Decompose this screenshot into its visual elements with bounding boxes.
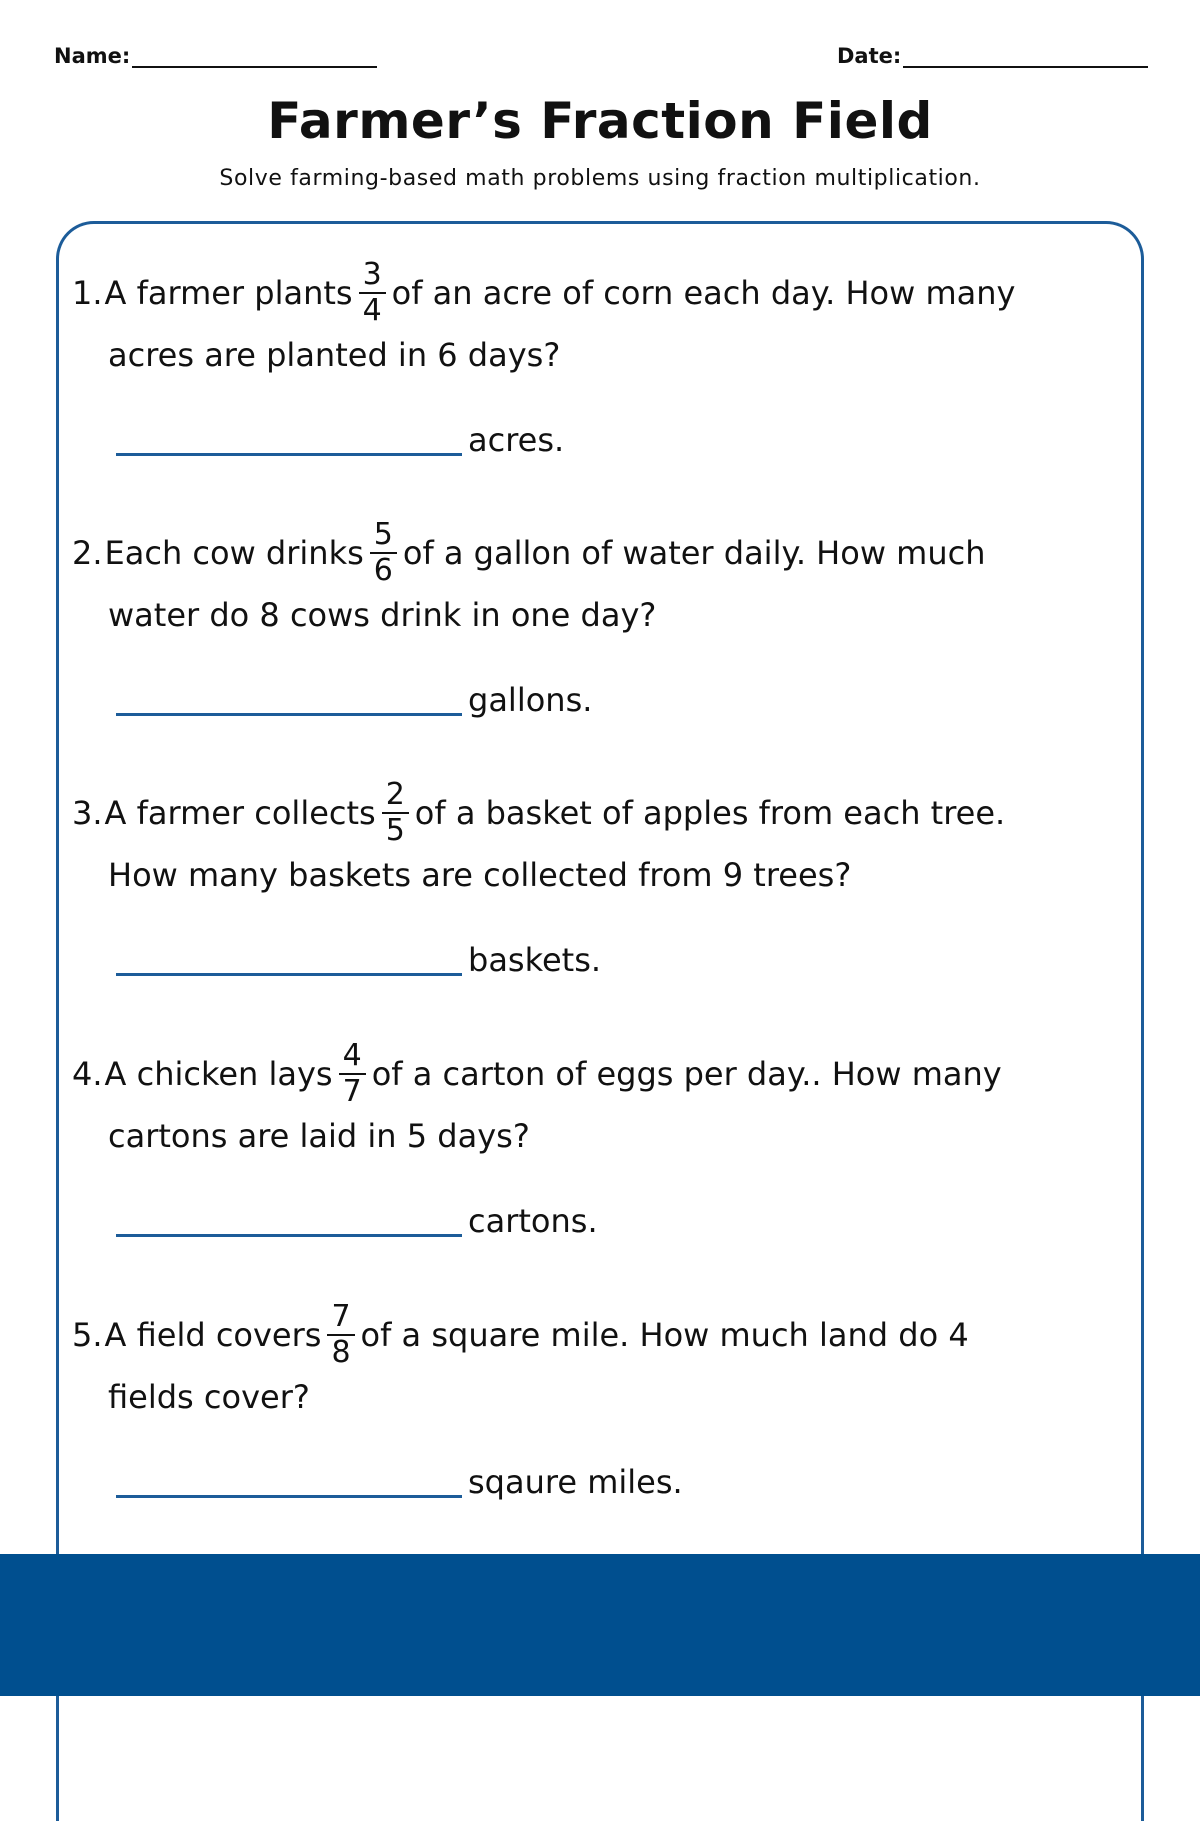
date-input-line[interactable] [903, 42, 1148, 68]
question-5 [72, 1299, 1132, 1501]
fraction [370, 517, 397, 588]
fraction-numerator: 4 [339, 1041, 366, 1075]
question-line [72, 257, 1132, 328]
fraction-denominator: 8 [331, 1335, 351, 1370]
answer-row [72, 936, 1132, 979]
fraction [339, 1038, 366, 1109]
question-text-line2: How many baskets are collected from 9 trees? [108, 856, 852, 894]
name-input-line[interactable] [132, 42, 377, 68]
fraction-denominator: 6 [373, 553, 393, 588]
date-label: Date: [837, 44, 902, 68]
question-number: 5. [72, 1316, 103, 1354]
question-line [72, 1299, 1132, 1370]
fraction [327, 1299, 354, 1370]
question-number: 4. [72, 1055, 103, 1093]
question-text-after: of a basket of apples from each tree. [414, 794, 1006, 832]
question-text-line2: acres are planted in 6 days? [108, 336, 561, 374]
question-number: 3. [72, 794, 103, 832]
question-text-before: A farmer collects [104, 794, 376, 832]
answer-blank[interactable] [116, 681, 462, 716]
answer-unit: sqaure miles. [468, 1463, 683, 1501]
question-text-before: A field covers [104, 1316, 322, 1354]
page-title: Farmer’s Fraction Field [267, 92, 933, 150]
date-field [837, 42, 1148, 68]
fraction-denominator: 5 [385, 813, 405, 848]
question-text-after: of a gallon of water daily. How much [402, 534, 986, 572]
question-text-after: of a carton of eggs per day.. How many [371, 1055, 1002, 1093]
question-text-after: of an acre of corn each day. How many [391, 274, 1016, 312]
fraction [382, 777, 409, 848]
question-line [72, 777, 1132, 848]
question-number: 1. [72, 274, 103, 312]
question-text-before: A chicken lays [104, 1055, 333, 1093]
answer-blank[interactable] [116, 421, 462, 456]
fraction-numerator: 7 [327, 1302, 354, 1336]
question-text-line2: water do 8 cows drink in one day? [108, 596, 657, 634]
question-number: 2. [72, 534, 103, 572]
fraction-denominator: 4 [362, 293, 382, 328]
question-line [72, 1038, 1132, 1109]
answer-blank[interactable] [116, 1202, 462, 1237]
answer-blank[interactable] [116, 941, 462, 976]
question-4 [72, 1038, 1132, 1240]
question-line [72, 517, 1132, 588]
fraction [359, 257, 386, 328]
question-1 [72, 257, 1132, 459]
answer-unit: acres. [468, 421, 565, 459]
answer-row [72, 1197, 1132, 1240]
footer-band [0, 1554, 1200, 1696]
question-text-after: of a square mile. How much land do 4 [360, 1316, 969, 1354]
page-subtitle: Solve farming-based math problems using fraction multiplication. [219, 166, 981, 191]
answer-row [72, 676, 1132, 719]
fraction-numerator: 5 [370, 520, 397, 554]
question-text-before: A farmer plants [104, 274, 353, 312]
fraction-numerator: 2 [382, 780, 409, 814]
question-2 [72, 517, 1132, 719]
answer-unit: cartons. [468, 1202, 598, 1240]
question-text-line2: cartons are laid in 5 days? [108, 1117, 530, 1155]
question-text-before: Each cow drinks [104, 534, 364, 572]
fraction-denominator: 7 [342, 1074, 362, 1109]
fraction-numerator: 3 [359, 260, 386, 294]
answer-unit: baskets. [468, 941, 602, 979]
answer-row [72, 416, 1132, 459]
name-field [54, 42, 377, 68]
question-text-line2: fields cover? [108, 1378, 310, 1416]
question-3 [72, 777, 1132, 979]
name-label: Name: [54, 44, 131, 68]
answer-blank[interactable] [116, 1463, 462, 1498]
answer-row [72, 1458, 1132, 1501]
answer-unit: gallons. [468, 681, 593, 719]
